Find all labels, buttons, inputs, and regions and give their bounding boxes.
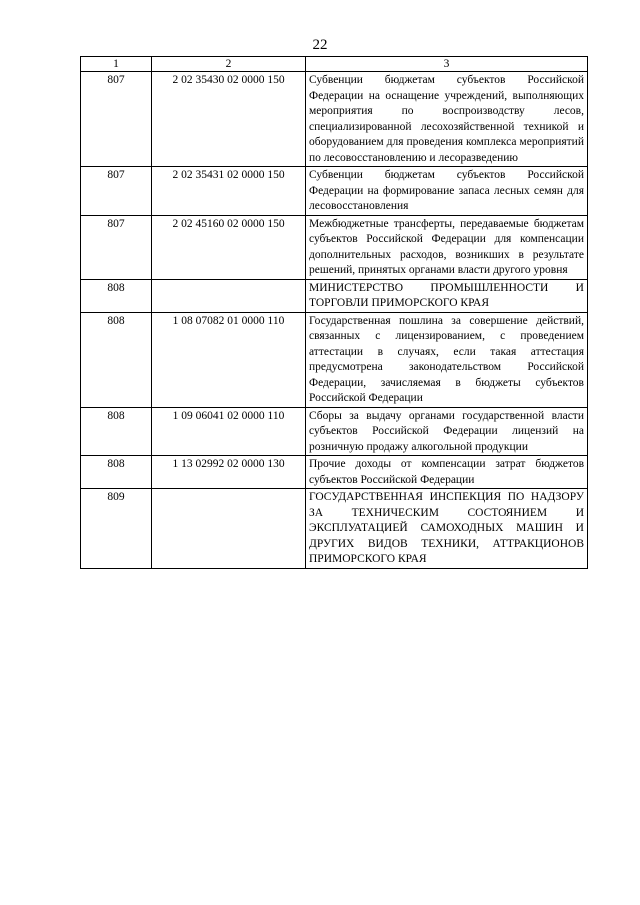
revenue-description-cell: Субвенции бюджетам субъектов Российской Федерации на формирование запаса лесных семян для лесовосстановления bbox=[306, 167, 588, 216]
revenue-code-cell: 2 02 35430 02 0000 150 bbox=[152, 72, 306, 167]
column-header-3: 3 bbox=[306, 57, 588, 72]
admin-code-cell: 808 bbox=[81, 456, 152, 489]
table-row bbox=[81, 72, 588, 167]
table-row bbox=[81, 279, 588, 312]
admin-code-cell: 807 bbox=[81, 72, 152, 167]
revenue-description-cell: Прочие доходы от компенсации затрат бюджетов субъектов Российской Федерации bbox=[306, 456, 588, 489]
admin-code-cell: 808 bbox=[81, 407, 152, 456]
page-number: 22 bbox=[312, 37, 328, 53]
revenue-code-cell: 2 02 45160 02 0000 150 bbox=[152, 215, 306, 279]
table-header-row bbox=[81, 57, 588, 72]
column-header-1: 1 bbox=[81, 57, 152, 72]
table-row bbox=[81, 456, 588, 489]
column-header-2: 2 bbox=[152, 57, 306, 72]
table-row bbox=[81, 312, 588, 407]
revenue-description-cell: Субвенции бюджетам субъектов Российской Федерации на оснащение учреждений, выполняющих мероприятия по воспроизводству лесов, специализированной лесохозяйственной техникой и оборудованием для проведения комплекса мероприятий по лесовосстановлению и лесоразведению bbox=[306, 72, 588, 167]
admin-code-cell: 808 bbox=[81, 312, 152, 407]
admin-code-cell: 808 bbox=[81, 279, 152, 312]
revenue-code-cell: 2 02 35431 02 0000 150 bbox=[152, 167, 306, 216]
revenue-code-cell bbox=[152, 279, 306, 312]
revenue-description-cell: Сборы за выдачу органами государственной власти субъектов Российской Федерации лицензий на розничную продажу алкогольной продукции bbox=[306, 407, 588, 456]
revenue-code-cell: 1 13 02992 02 0000 130 bbox=[152, 456, 306, 489]
revenue-description-cell: Государственная пошлина за совершение действий, связанных с лицензированием, с проведением аттестации в случаях, если такая аттестация предусмотрена законодательством Российской Федерации, зачисляемая в бюджеты субъектов Российской Федерации bbox=[306, 312, 588, 407]
revenue-code-cell: 1 09 06041 02 0000 110 bbox=[152, 407, 306, 456]
revenue-code-cell bbox=[152, 489, 306, 569]
revenue-code-cell: 1 08 07082 01 0000 110 bbox=[152, 312, 306, 407]
admin-code-cell: 807 bbox=[81, 215, 152, 279]
table-row bbox=[81, 407, 588, 456]
admin-code-cell: 809 bbox=[81, 489, 152, 569]
admin-code-cell: 807 bbox=[81, 167, 152, 216]
budget-classification-table bbox=[80, 56, 588, 569]
inspection-heading-cell: ГОСУДАРСТВЕННАЯ ИНСПЕКЦИЯ ПО НАДЗОРУ ЗА ТЕХНИЧЕСКИМ СОСТОЯНИЕМ И ЭКСПЛУАТАЦИЕЙ САМОХОДНЫХ МАШИН И ДРУГИХ ВИДОВ ТЕХНИКИ, АТТРАКЦИОНОВ ПРИМОРСКОГО КРАЯ bbox=[306, 489, 588, 569]
table-row bbox=[81, 215, 588, 279]
ministry-heading-cell: МИНИСТЕРСТВО ПРОМЫШЛЕННОСТИ И ТОРГОВЛИ ПРИМОРСКОГО КРАЯ bbox=[306, 279, 588, 312]
table-row bbox=[81, 167, 588, 216]
revenue-description-cell: Межбюджетные трансферты, передаваемые бюджетам субъектов Российской Федерации для компенсации дополнительных расходов, возникших в результате решений, принятых органами власти другого уровня bbox=[306, 215, 588, 279]
table-row bbox=[81, 489, 588, 569]
